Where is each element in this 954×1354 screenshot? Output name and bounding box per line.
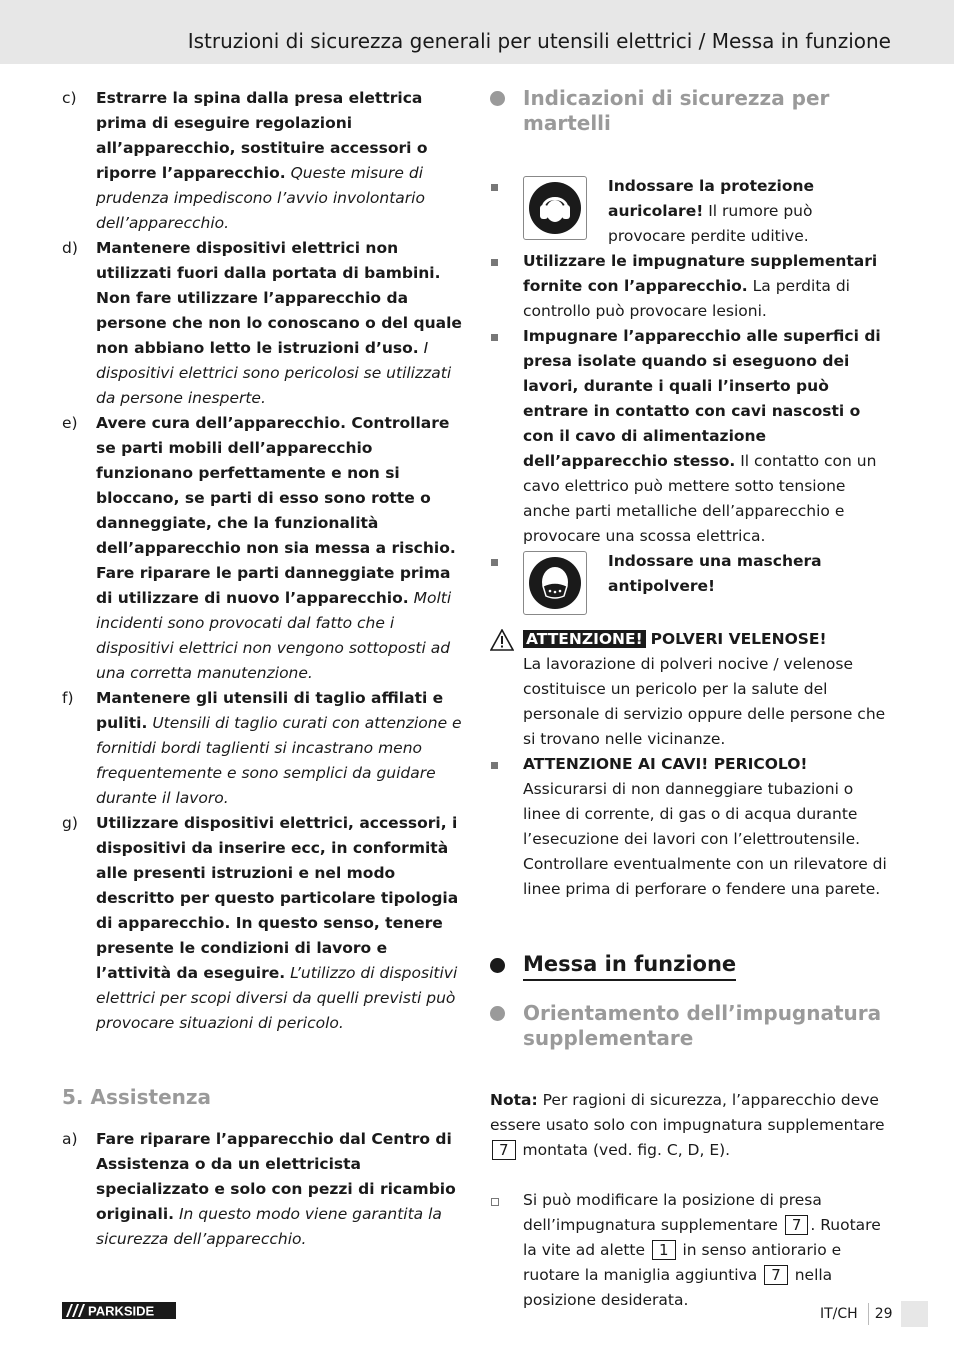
section-heading-assistenza: 5. Assistenza (62, 1085, 212, 1109)
list-item-d (62, 236, 462, 411)
right-column (490, 86, 890, 1313)
ear-protection-icon (523, 176, 587, 240)
attention-badge: ATTENZIONE! (523, 630, 646, 648)
bullet-text-bold: ATTENZIONE AI CAVI! PERICOLO! (523, 755, 808, 773)
page-title: Istruzioni di sicurezza generali per utensili elettrici / Messa in funzione (187, 29, 891, 53)
list-text-bold: Avere cura dell’apparecchio. Controllare se parti mobili dell’apparecchio funzionano perfettamente e non si bloccano, se parti di esso sono rotte o danneggiate, che la funzionalità dell’apparecchio non sia messa a rischio. Fare riparare le parti danneggiate prima di utilizzare di nuovo l’apparecchio. (96, 414, 456, 607)
reference-number-box: 7 (785, 1215, 809, 1235)
square-bullet-icon (490, 174, 523, 249)
square-bullet-icon (490, 549, 523, 615)
page-number: 29 (874, 1306, 893, 1322)
note-label: Nota: (490, 1091, 538, 1109)
subheading-orientamento (490, 1001, 890, 1051)
warning-triangle-icon (490, 627, 514, 752)
list-label: c) (62, 89, 77, 107)
reference-number-box: 1 (652, 1240, 676, 1260)
note-text-end: montata (ved. fig. C, D, E). (522, 1141, 731, 1159)
heading-text: Messa in funzione (523, 950, 736, 981)
section-heading-martelli (490, 86, 890, 136)
bullet-text: Il rumore può provocare perdite uditive. (608, 202, 813, 245)
square-bullet-icon (490, 324, 523, 549)
note-text: Per ragioni di sicurezza, l’apparecchio deve essere usato solo con impugnatura supplementare (490, 1091, 885, 1134)
list-item-e (62, 411, 462, 686)
bullet-text-bold: Impugnare l’apparecchio alle superfici di presa isolate quando si eseguono dei lavori, durante i quali l’inserto può entrare in contatto con cavi nascosti o con il cavo di alimentazione dell’apparecchio stesso. (523, 327, 881, 470)
bullet-dust-mask (490, 549, 890, 615)
page-footer (820, 1301, 928, 1327)
bullet-dot-icon (490, 91, 505, 106)
list-text-bold: Mantenere dispositivi elettrici non utilizzati fuori dalla portata di bambini. Non fare utilizzare l’apparecchio da persone che non lo conoscano o del quale non abbiano letto le istruzioni d’uso. (96, 239, 462, 357)
list-item-c (62, 86, 462, 236)
list-text-bold: Fare riparare l’apparecchio dal Centro di Assistenza o da un elettricista specializzato e solo con pezzi di ricambio originali. (96, 1130, 456, 1223)
page-header (0, 0, 954, 64)
step-text: in senso antiorario e ruotare la maniglia aggiuntiva (523, 1241, 842, 1284)
list-text-italic: In questo modo viene garantita la sicurezza dell’apparecchio. (96, 1205, 442, 1248)
heading-text: Indicazioni di sicurezza per martelli (523, 86, 830, 135)
heading-text: Orientamento dell’impugnatura supplementare (523, 1001, 882, 1050)
list-label: d) (62, 239, 78, 257)
brand-text: PARKSIDE (88, 1303, 155, 1319)
step-item (490, 1188, 890, 1313)
list-text-italic: I dispositivi elettrici sono pericolosi se utilizzati da persone inesperte. (96, 339, 452, 407)
list-label: e) (62, 414, 78, 432)
warning-title: POLVERI VELENOSE! (650, 630, 827, 648)
bullet-ear-protection (490, 174, 890, 249)
bullet-dot-icon (490, 1006, 505, 1021)
warning-text: La lavorazione di polveri nocive / velenose costituisce un pericolo per la salute del personale di servizio oppure delle persone che si trovano nelle vicinanze. (523, 655, 886, 748)
list-text-italic: Molti incidenti sono provocati dal fatto che i dispositivi elettrici non vengono sottoposti ad una corretta manutenzione. (96, 589, 452, 682)
list-label: f) (62, 689, 74, 707)
list-label: g) (62, 814, 78, 832)
bullet-text-bold: Utilizzare le impugnature supplementari fornite con l’apparecchio. (523, 252, 878, 295)
step-text: nella posizione desiderata. (523, 1266, 833, 1309)
warning-block (490, 627, 890, 752)
parkside-logo (62, 1302, 176, 1323)
left-column (62, 86, 462, 1252)
note-paragraph (490, 1088, 890, 1163)
reference-number-box: 7 (764, 1265, 788, 1285)
bullet-text-bold: Indossare una maschera antipolvere! (608, 552, 822, 595)
reference-number-box: 7 (492, 1140, 516, 1160)
dust-mask-icon (523, 551, 587, 615)
bullet-text: Il contatto con un cavo elettrico può mettere sotto tensione anche parti metalliche dell’apparecchio e provocare una scossa elettrica. (523, 452, 877, 545)
square-bullet-icon (490, 249, 523, 324)
footer-divider (868, 1303, 869, 1325)
list-text-bold: Estrarre la spina dalla presa elettrica prima di eseguire regolazioni all’apparecchio, sostituire accessori o riporre l’apparecchio. (96, 89, 428, 182)
list-text-bold: Mantenere gli utensili di taglio affilati e puliti. (96, 689, 444, 732)
checkbox-bullet-icon (490, 1188, 523, 1313)
footer-tab (901, 1301, 928, 1327)
bullet-cables (490, 752, 890, 902)
bullet-dot-icon (490, 958, 505, 973)
bullet-grip (490, 324, 890, 549)
list-text-italic: Queste misure di prudenza impediscono l’avvio involontario dell’apparecchio. (96, 164, 425, 232)
bullet-text-bold: Indossare la protezione auricolare! (608, 177, 815, 220)
bullet-handles (490, 249, 890, 324)
list-text-italic: Utensili di taglio curati con attenzione e fornitidi bordi taglienti si incastrano meno frequentemente e sono semplici da guidare durante il lavoro. (96, 714, 462, 807)
square-bullet-icon (490, 752, 523, 902)
bullet-text: La perdita di controllo può provocare lesioni. (523, 277, 850, 320)
list-item-g (62, 811, 462, 1036)
language-code: IT/CH (820, 1306, 858, 1322)
step-text: Si può modificare la posizione di presa dell’impugnatura supplementare (523, 1191, 822, 1234)
list-item-f (62, 686, 462, 811)
list-item-a (62, 1127, 462, 1252)
bullet-text: Assicurarsi di non danneggiare tubazioni o linee di corrente, di gas o di acqua durante l’esecuzione dei lavori con l’elettroutensile. Controllare eventualmente con un rilevatore di linee prima di perforare o fendere una parete. (523, 780, 887, 898)
list-text-bold: Utilizzare dispositivi elettrici, accessori, i dispositivi da inserire ecc, in conformità alle presenti istruzioni e nel modo descritto per questo particolare tipologia di apparecchio. In questo senso, tenere presente le condizioni di lavoro e l’attività da eseguire. (96, 814, 459, 982)
step-text: . Ruotare la vite ad alette (523, 1216, 881, 1259)
section-heading-messa (490, 950, 890, 981)
list-label: a) (62, 1130, 78, 1148)
list-text-italic: L’utilizzo di dispositivi elettrici per scopi diversi da quelli previsti può provocare situazioni di pericolo. (96, 964, 458, 1032)
